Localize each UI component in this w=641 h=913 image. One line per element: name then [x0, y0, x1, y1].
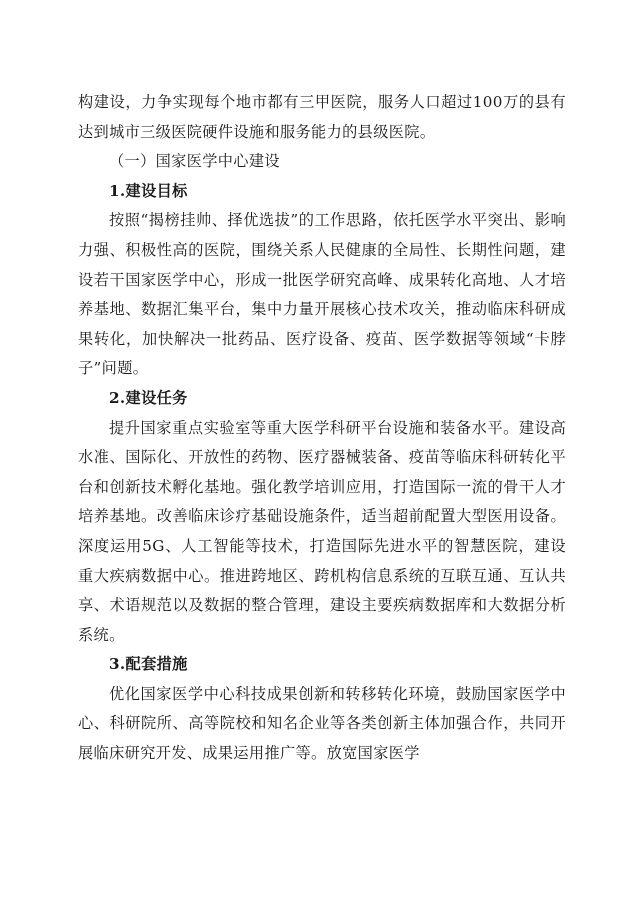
intro-paragraph: 构建设，力争实现每个地市都有三甲医院，服务人口超过100万的县有达到城市三级医院硬件设施和服务能力的县级医院。 [78, 93, 566, 141]
subheading-measures: 3.配套措施 [109, 655, 188, 674]
tasks-paragraph: 提升国家重点实验室等重大医学科研平台设施和装备水平。建设高水准、国际化、开放性的药物、医疗器械装备、疫苗等临床科研转化平台和创新技术孵化基地。强化教学培训应用，打造国际一流的骨干人才培养基地。改善临床诊疗基础设施条件，适当超前配置大型医用设备。深度运用5G、人工智能等技术，打造国际先进水平的智慧医院，建设重大疾病数据中心。推进跨地区、跨机构信息系统的互联互通、互认共享、术语规范以及数据的整合管理，建设主要疾病数据库和大数据分析系统。 [78, 418, 566, 644]
subheading-goal: 1.建设目标 [109, 181, 188, 200]
goal-paragraph: 按照“揭榜挂帅、择优选拔”的工作思路，依托医学水平突出、影响力强、积极性高的医院，围绕关系人民健康的全局性、长期性问题，建设若干国家医学中心，形成一批医学研究高峰、成果转化高地、人才培养基地、数据汇集平台，集中力量开展核心技术攻关，推动临床科研成果转化，加快解决一批药品、医疗设备、疫苗、医学数据等领域“卡脖子”问题。 [78, 211, 566, 378]
measures-paragraph: 优化国家医学中心科技成果创新和转移转化环境，鼓励国家医学中心、科研院所、高等院校和知名企业等各类创新主体加强合作，共同开展临床研究开发、成果运用推广等。放宽国家医学 [78, 684, 566, 763]
document-page [78, 88, 566, 769]
section-heading: （一）国家医学中心建设 [109, 152, 280, 171]
subheading-tasks: 2.建设任务 [109, 388, 188, 407]
